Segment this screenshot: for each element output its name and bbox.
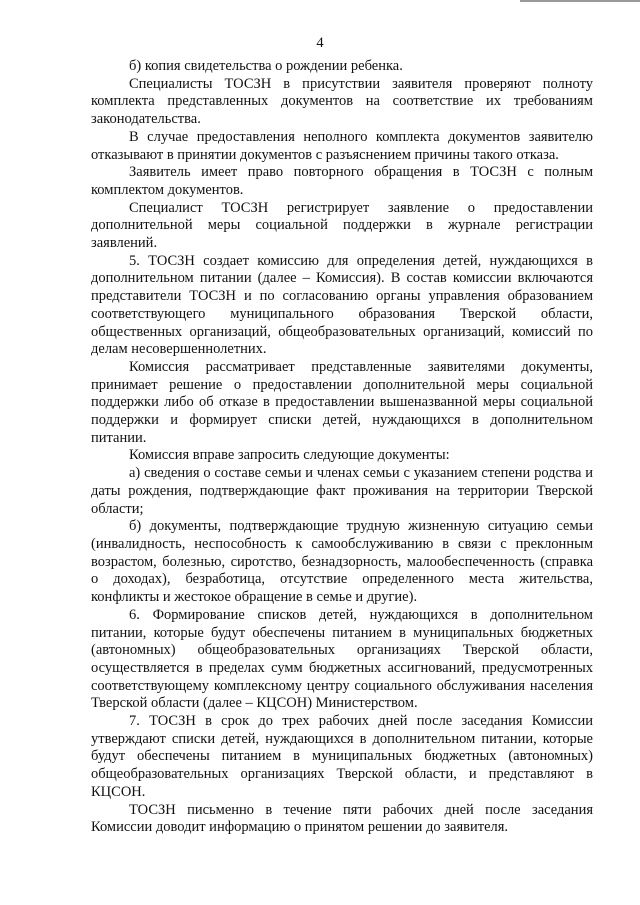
top-edge-rule bbox=[520, 0, 640, 2]
page-number: 4 bbox=[316, 35, 324, 51]
paragraph-request-b: б) документы, подтверждающие трудную жизненную ситуацию семьи (инвалидность, неспособность к самообслуживанию в связи с преклонным возрастом, болезнью, сиротство, безнадзорность, малообеспеченность (справка о доходах), безработица, отсутствие определенного места жительства, конфликты и жестокое обращение в семье и другие). bbox=[91, 518, 593, 606]
paragraph-item-6-lists: 6. Формирование списков детей, нуждающихся в дополнительном питании, которые будут обеспечены питанием в муниципальных бюджетных (автономных) общеобразовательных организациях Тверской области, осуществляется в пределах сумм бюджетных ассигнований, предусмотренных соответствующему комплексному центру социального обслуживания населения Тверской области (далее – КЦСОН) Министерством. bbox=[91, 606, 593, 712]
paragraph-completeness-check: Специалисты ТОСЗН в присутствии заявителя проверяют полноту комплекта представленных документов на соответствие их требованиям законодательства. bbox=[91, 75, 593, 128]
paragraph-commission-review: Комиссия рассматривает представленные заявителями документы, принимает решение о предоставлении дополнительной меры социальной поддержки либо об отказе в предоставлении вышеназванной меры социальной поддержки и формирует списки детей, нуждающихся в дополнительном питании. bbox=[91, 358, 593, 446]
paragraph-notification: ТОСЗН письменно в течение пяти рабочих дней после заседания Комиссии доводит информацию о принятом решении до заявителя. bbox=[91, 801, 593, 836]
paragraph-item-5-commission: 5. ТОСЗН создает комиссию для определения детей, нуждающихся в дополнительном питании (далее – Комиссия). В состав комиссии включаются представители ТОСЗН и по согласованию органы управления образованием соответствующего муниципального образования Тверской области, общественных организаций, общеобразовательных организаций, комиссий по делам несовершеннолетних. bbox=[91, 252, 593, 358]
document-body bbox=[91, 58, 593, 837]
paragraph-incomplete-refusal: В случае предоставления неполного комплекта документов заявителю отказывают в принятии документов с разъяснением причины такого отказа. bbox=[91, 128, 593, 163]
paragraph-registration: Специалист ТОСЗН регистрирует заявление о предоставлении дополнительной меры социальной поддержки в журнале регистрации заявлений. bbox=[91, 199, 593, 252]
paragraph-birth-certificate: б) копия свидетельства о рождении ребенка. bbox=[129, 58, 403, 74]
paragraph-commission-requests: Комиссия вправе запросить следующие документы: bbox=[129, 447, 450, 464]
paragraph-repeat-application: Заявитель имеет право повторного обращения в ТОСЗН с полным комплектом документов. bbox=[91, 164, 593, 198]
paragraph-item-7-approval: 7. ТОСЗН в срок до трех рабочих дней после заседания Комиссии утверждают списки детей, нуждающихся в дополнительном питании, которые будут обеспечены питанием в муниципальных бюджетных (автономных) общеобразовательных организациях Тверской области, и представляют в КЦСОН. bbox=[91, 713, 593, 800]
paragraph-request-a: а) сведения о составе семьи и членах семьи с указанием степени родства и даты рождения, подтверждающие факт проживания на территории Тверской области; bbox=[91, 465, 593, 517]
